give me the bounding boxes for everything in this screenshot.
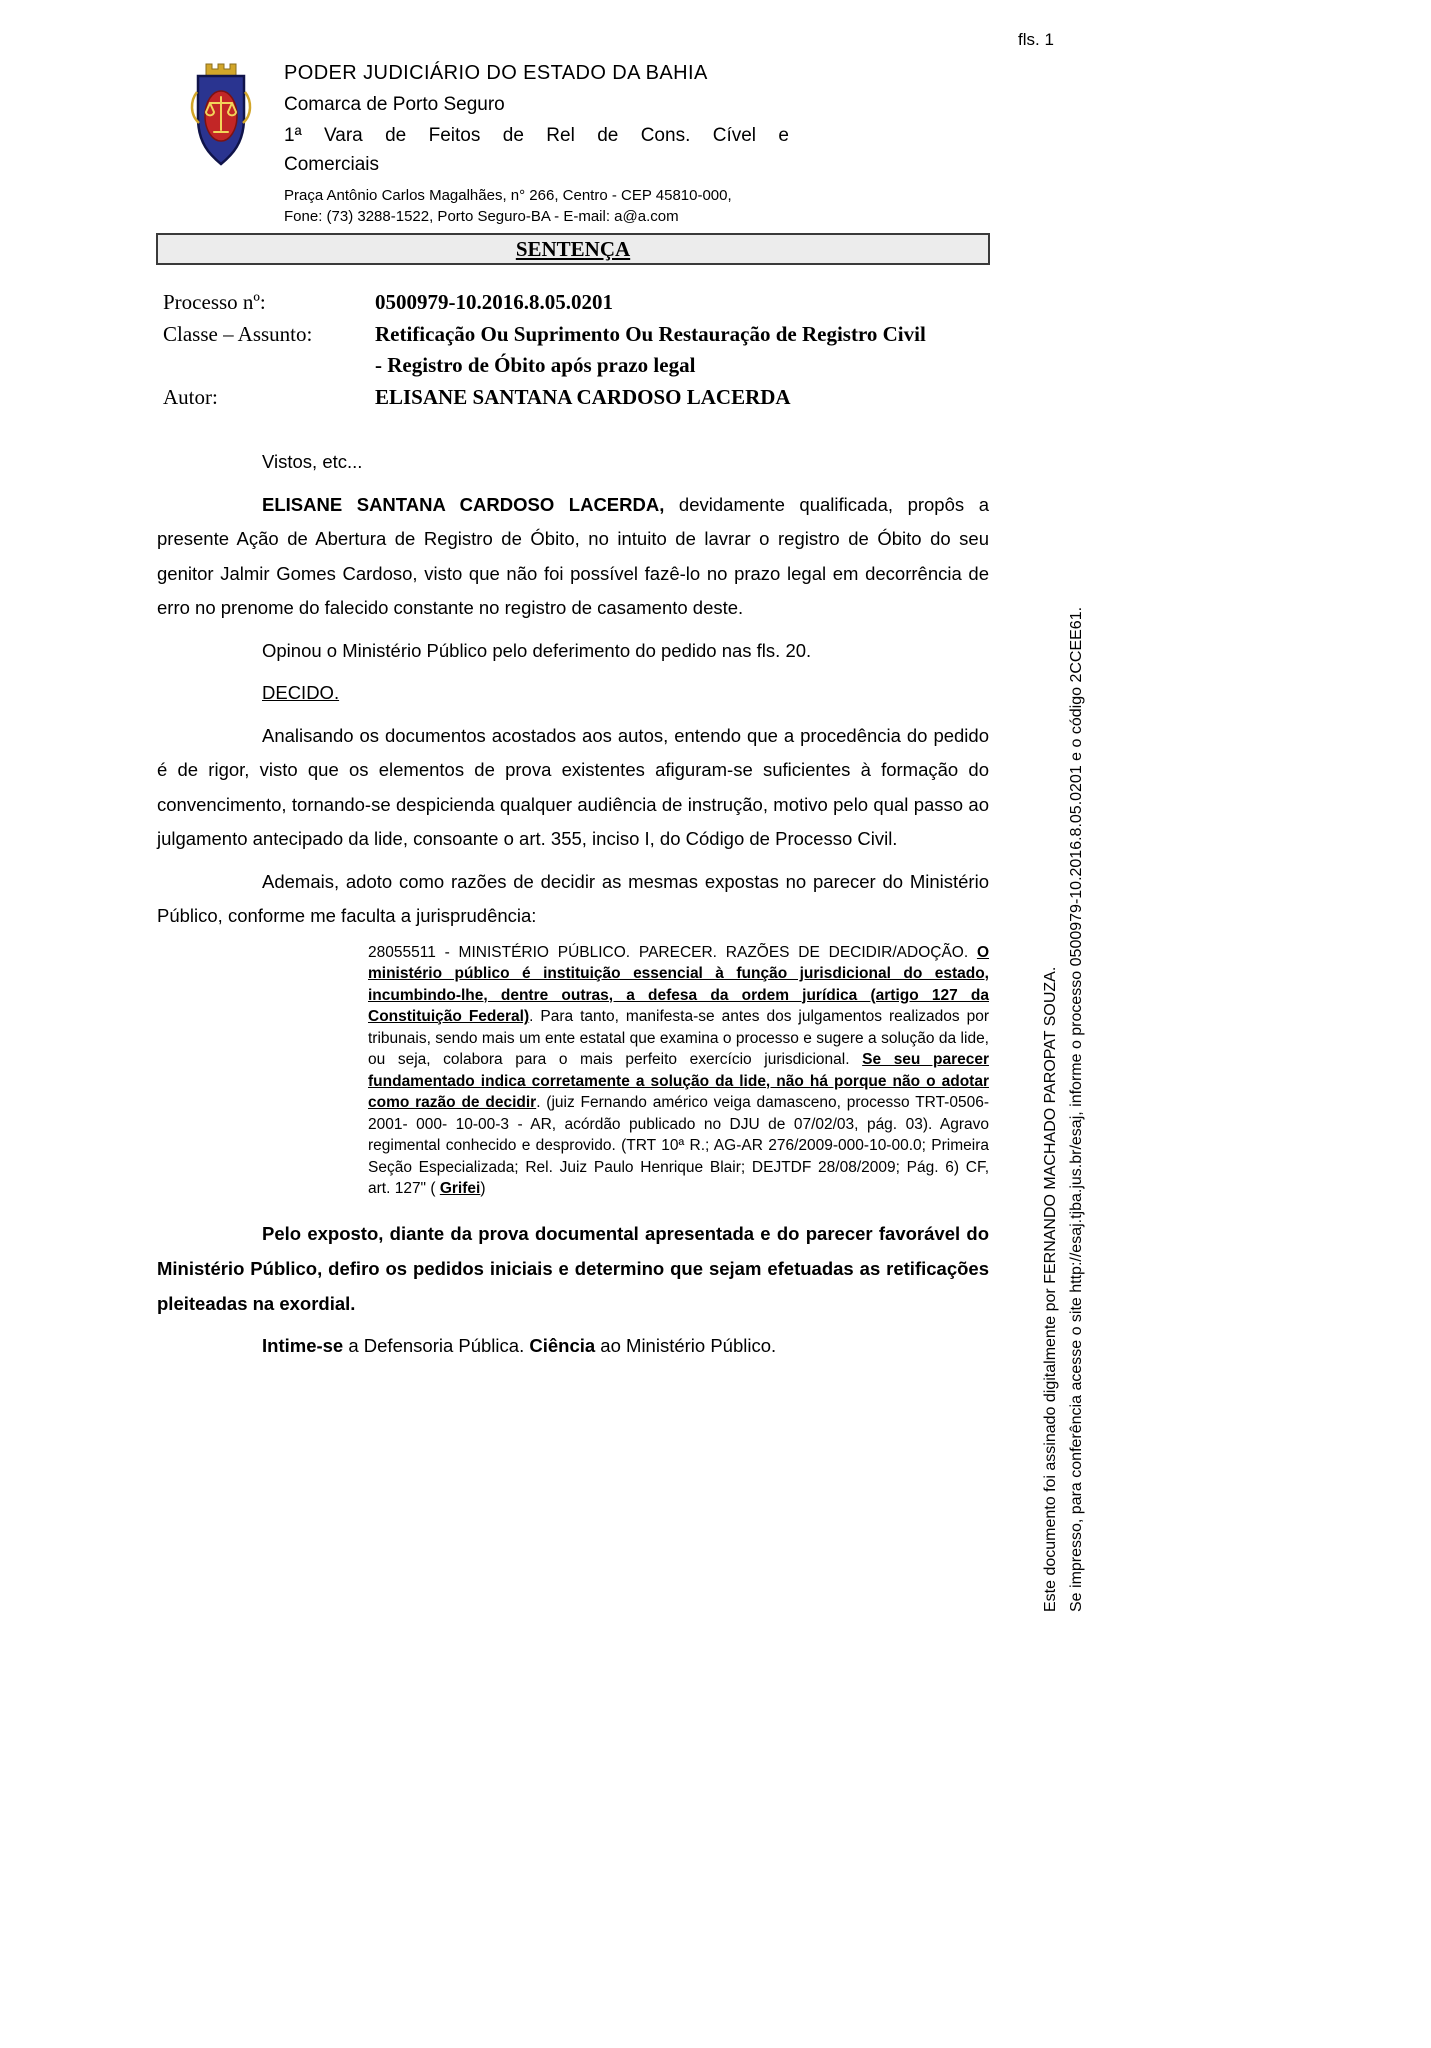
ciencia-bold: Ciência — [529, 1334, 596, 1356]
quote-header: 28055511 - MINISTÉRIO PÚBLICO. PARECER. RAZÕES DE DECIDIR/ADOÇÃO. — [368, 943, 977, 961]
vara-name-line2: Comerciais — [284, 154, 380, 175]
intimation-text-2: ao Ministério Público. — [595, 1334, 777, 1356]
process-class-value: Retificação Ou Suprimento Ou Restauração de Registro Civil - Registro de Óbito após prazo legal — [375, 321, 926, 377]
intime-se-bold: Intime-se — [262, 1334, 344, 1356]
comarca-name: Comarca de Porto Seguro — [284, 94, 505, 115]
quote-close: ) — [480, 1180, 486, 1197]
paragraph-reasons: Ademais, adoto como razões de decidir as mesmas expostas no parecer do Ministério Público, conforme me faculta a jurisprudência: — [157, 870, 989, 926]
verification-instructions-note: Se impresso, para conferência acesse o site http://esaj.tjba.jus.br/esaj, informe o processo 0500979-10.2016.8.05.0201 e o código 2CCEE61. — [1068, 606, 1085, 1612]
court-seal-graphic — [186, 62, 256, 174]
process-number-value: 0500979-10.2016.8.05.0201 — [375, 290, 613, 314]
process-class-label: Classe – Assunto: — [163, 321, 313, 346]
address-line1: Praça Antônio Carlos Magalhães, n° 266, Centro - CEP 45810-000, — [284, 187, 732, 204]
document-title: SENTENÇA — [515, 236, 631, 261]
vara-name-line1: 1ª Vara de Feitos de Rel de Cons. Cível e — [284, 125, 789, 146]
process-class-row — [163, 319, 993, 382]
paragraph-intimation — [157, 1329, 989, 1364]
quote-emphasis-2: Se seu parecer fundamentado indica corretamente a solução da lide, não há porque não o adotar como razão de decidir — [368, 1051, 990, 1111]
paragraph-qualification-text: devidamente qualificada, propôs a presente Ação de Abertura de Registro de Óbito, no intuito de lavrar o registro de Óbito do seu genitor Jalmir Gomes Cardoso, visto que não foi possível fazê-lo no prazo legal em decorrência de erro no prenome do falecido constante no registro de casamento deste. — [157, 493, 989, 618]
folio-number: fls. 1 — [1018, 30, 1054, 49]
process-author-value: ELISANE SANTANA CARDOSO LACERDA — [375, 384, 791, 409]
decido-heading: DECIDO. — [262, 682, 340, 703]
document-title-box — [156, 233, 990, 265]
process-author-label: Autor: — [163, 384, 218, 409]
quote-grifei: Grifei — [439, 1180, 481, 1197]
paragraph-ministerio-opinion: Opinou o Ministério Público pelo deferimento do pedido nas fls. 20. — [262, 639, 812, 661]
paragraph-decido — [157, 676, 989, 711]
quote-text-2: . (juiz Fernando américo veiga damasceno, processo TRT-0506-2001- 000- 10-00-3 - AR, acórdão publicado no DJU de 07/02/03, pág. 03). Agravo regimental conhecido e desprovido. (TRT 10ª R.; AG-AR 276/2009-000-10-00.0; Primeira Seção Especializada; Rel. Juiz Paulo Henrique Blair; DEJTDF 28/08/2009; Pág. 6) CF, art. 127" ( — [368, 1094, 989, 1197]
letterhead-text — [284, 62, 804, 227]
quote-text-1: . Para tanto, manifesta-se antes dos julgamentos realizados por tribunais, sendo mais um ente estatal que examina o processo e sugere a solução da lide, ou seja, colabora para o mais perfeito exercício jurisdicional. — [368, 1008, 989, 1068]
process-info-block — [163, 287, 993, 413]
digital-signature-note: Este documento foi assinado digitalmente por FERNANDO MACHADO PAROPAT SOUZA. — [1042, 966, 1059, 1612]
jurisprudence-quote — [368, 942, 989, 1200]
author-name-bold: ELISANE SANTANA CARDOSO LACERDA, — [262, 493, 665, 515]
paragraph-qualification — [157, 488, 989, 626]
letterhead — [186, 62, 804, 227]
paragraph-vistos: Vistos, etc... — [262, 451, 363, 472]
org-name: PODER JUDICIÁRIO DO ESTADO DA BAHIA — [284, 62, 708, 84]
court-seal-logo — [186, 62, 256, 174]
process-author-row — [163, 382, 993, 414]
document-body — [157, 445, 989, 1371]
address-line2: Fone: (73) 3288-1522, Porto Seguro-BA - E-mail: a@a.com — [284, 208, 679, 225]
process-number-label: Processo nº: — [163, 290, 266, 314]
paragraph-decision: Pelo exposto, diante da prova documental apresentada e do parecer favorável do Ministério Público, defiro os pedidos iniciais e determino que sejam efetuadas as retificações pleiteadas na exordial. — [157, 1222, 989, 1314]
intimation-text-1: a Defensoria Pública. — [343, 1334, 530, 1356]
quote-emphasis-1: O ministério público é instituição essencial à função jurisdicional do estado, incumbindo-lhe, dentre outras, a defesa da ordem jurídica (artigo 127 da Constituição Federal) — [368, 943, 989, 1025]
paragraph-analysis: Analisando os documentos acostados aos autos, entendo que a procedência do pedido é de rigor, visto que os elementos de prova existentes afiguram-se suficientes à formação do convencimento, tornando-se despicienda qualquer audiência de instrução, motivo pelo qual passo ao julgamento antecipado da lide, consoante o art. 355, inciso I, do Código de Processo Civil. — [157, 724, 989, 849]
process-number-row — [163, 287, 993, 319]
